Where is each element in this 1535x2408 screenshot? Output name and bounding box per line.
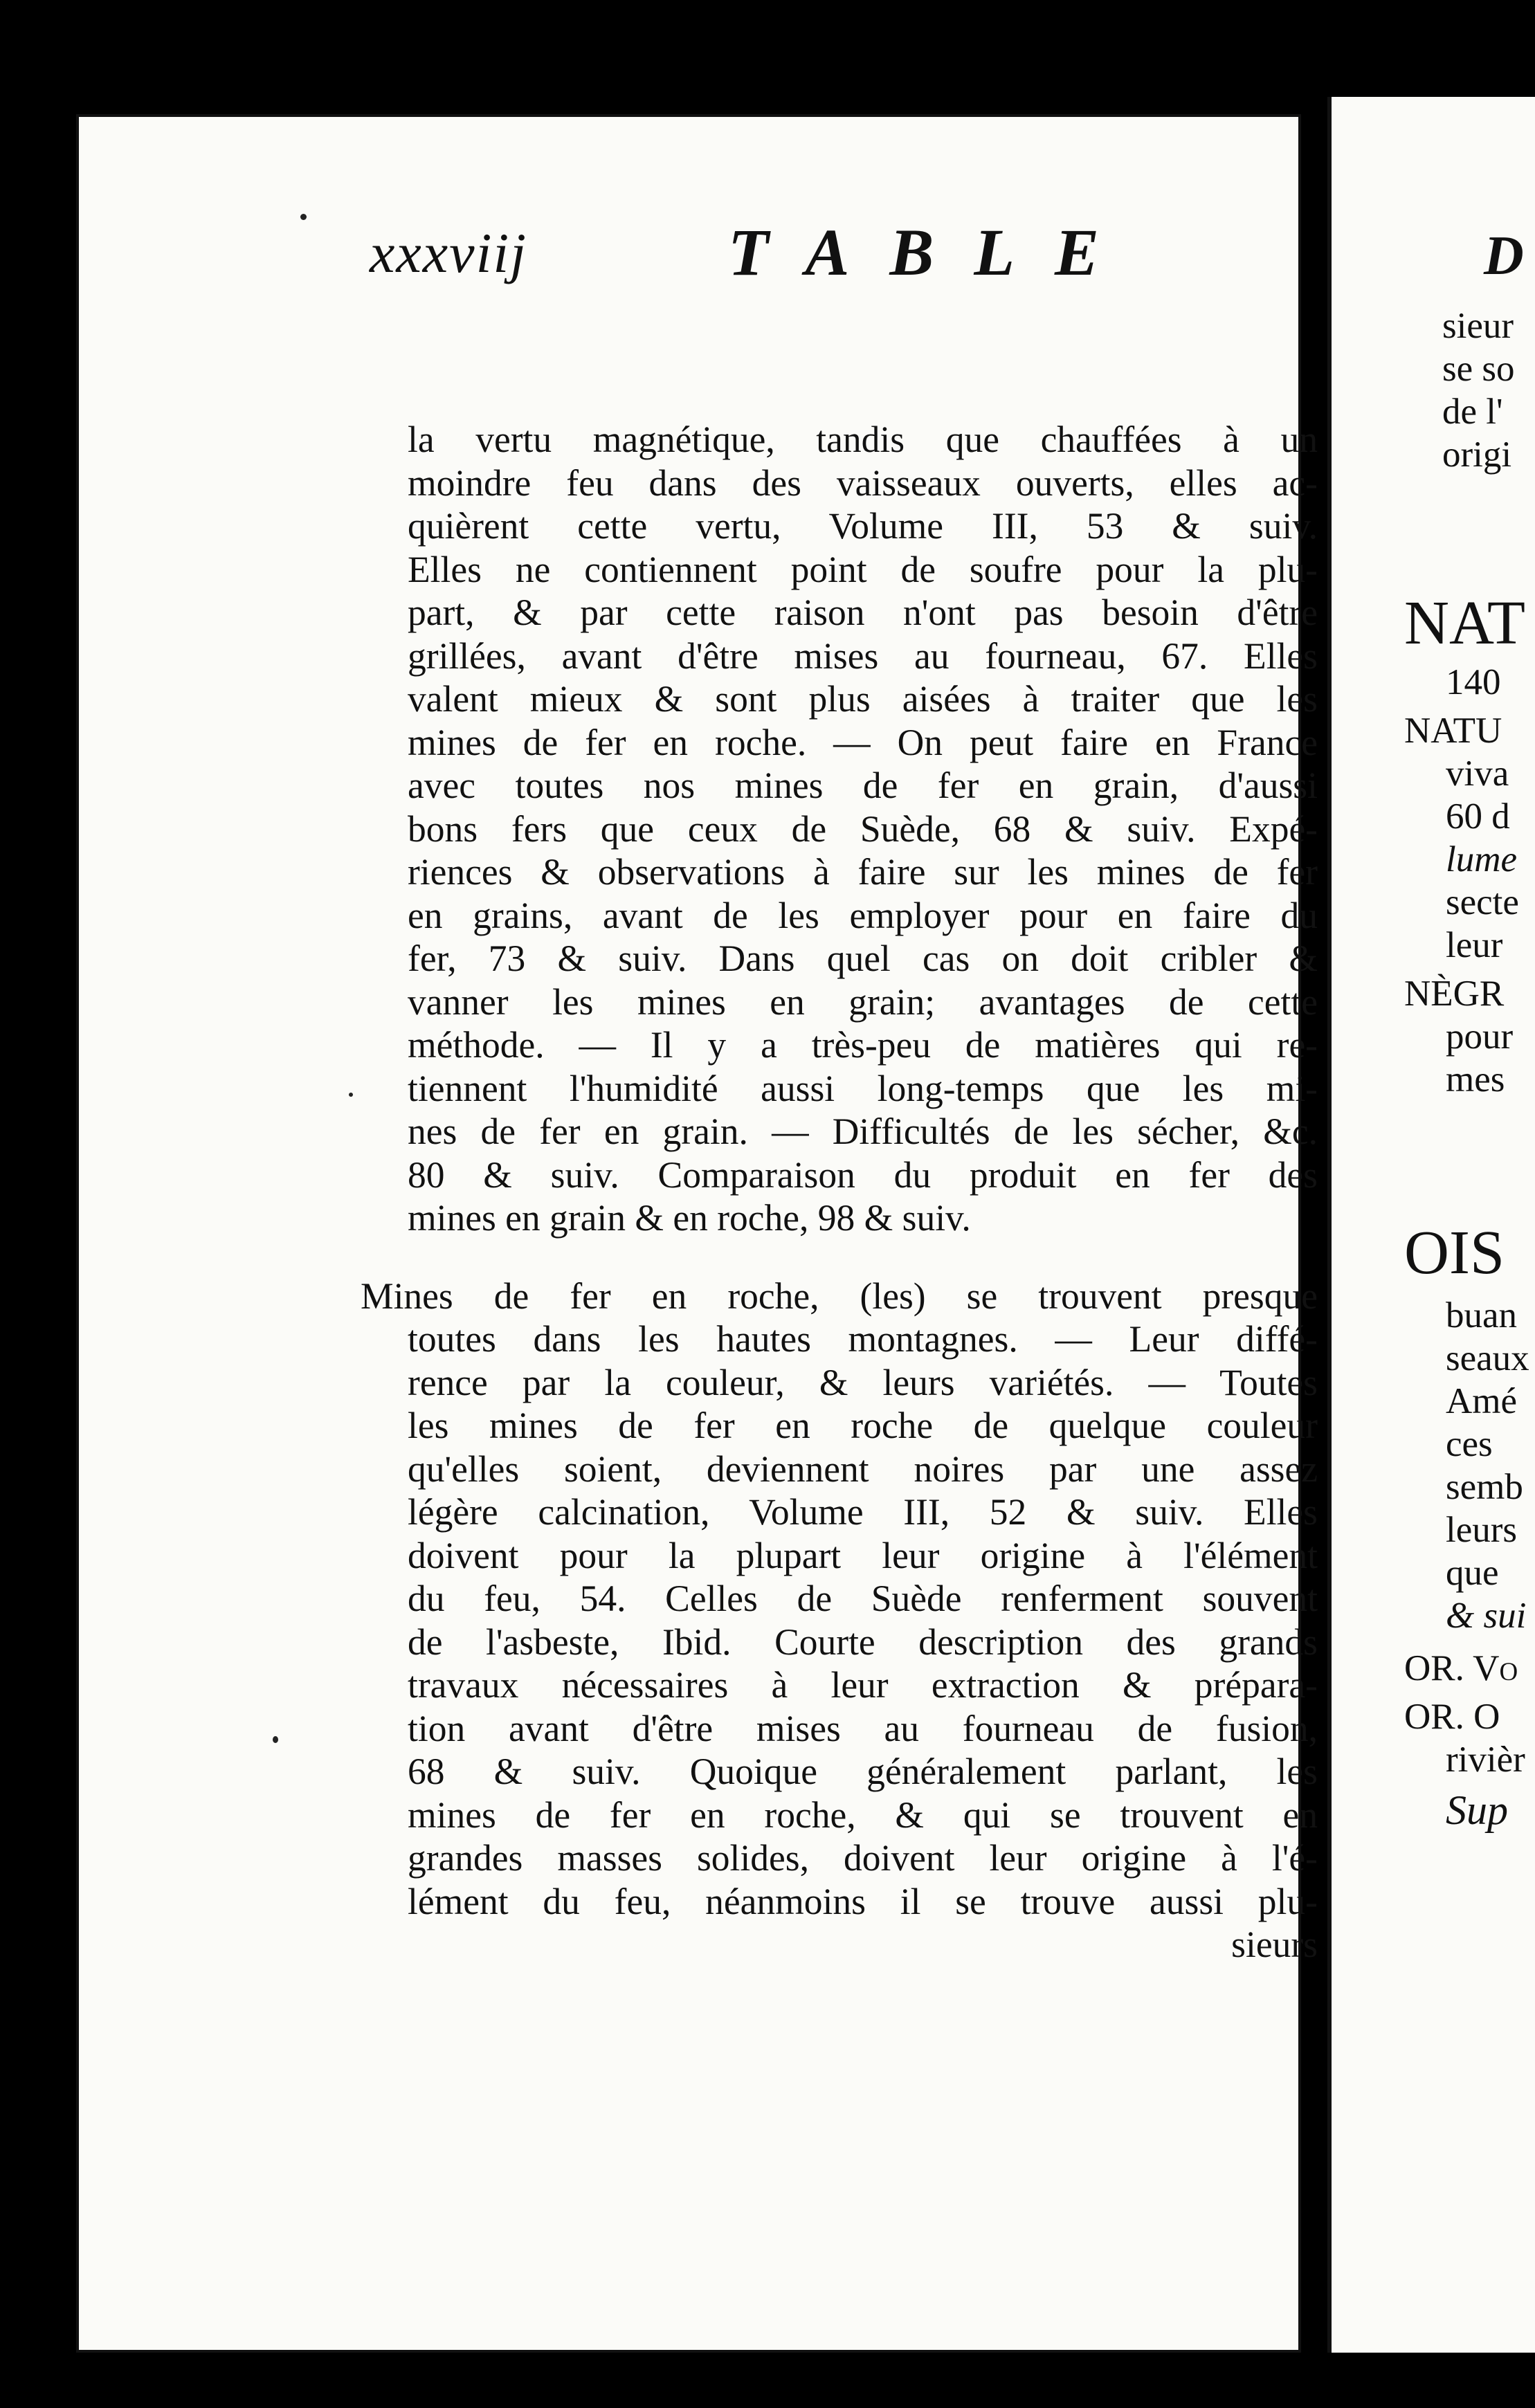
right-page-fragment [1327, 97, 1535, 2353]
text-line: qu'elles soient, deviennent noires par une assez [408, 1448, 1318, 1490]
text-line: grandes masses solides, doivent leur origine à l'é- [408, 1837, 1318, 1879]
text-line: en grains, avant de les employer pour en faire du [408, 894, 1318, 936]
text-line: origi [1442, 435, 1512, 475]
text-line: les mines de fer en roche de quelque couleur [408, 1405, 1318, 1446]
entry-headword: NÈGR [1404, 974, 1505, 1014]
text-line: se so [1442, 349, 1515, 389]
text-line: Elles ne contiennent point de soufre pour la plu- [408, 548, 1318, 590]
text-line: pour [1446, 1016, 1514, 1057]
text-line: que [1446, 1553, 1499, 1593]
text-line: avec toutes nos mines de fer en grain, d'aussi [408, 765, 1318, 806]
text-line: mines de fer en roche, & qui se trouvent en [408, 1794, 1318, 1836]
text-line: rivièr [1446, 1740, 1525, 1780]
text-line: leurs [1446, 1510, 1518, 1550]
text-line: du feu, 54. Celles de Suède renferment souvent [408, 1578, 1318, 1619]
text-line: secte [1446, 882, 1519, 922]
catchword: sieurs [1231, 1924, 1318, 1965]
text-line: semb [1446, 1467, 1523, 1507]
ink-speck [349, 1093, 353, 1097]
text-line: doivent pour la plupart leur origine à l'élément [408, 1534, 1318, 1576]
page-header [370, 215, 1269, 304]
text-line: vanner les mines en grain; avantages de cette [408, 980, 1318, 1023]
text-line: toutes dans les hautes montagnes. — Leur diffé- [408, 1318, 1318, 1360]
entry-headword: OR. O [1404, 1697, 1500, 1737]
text-line: tiennent l'humidité aussi long-temps que les mi- [408, 1067, 1318, 1109]
index-text [361, 418, 1318, 1967]
ink-speck [300, 214, 307, 220]
text-line: seaux [1446, 1338, 1529, 1378]
text-line: fer, 73 & suiv. Dans quel cas on doit cribler & [408, 938, 1318, 979]
text-line: 68 & suiv. Quoique généralement parlant, les [408, 1751, 1318, 1792]
right-running-title: D [1484, 226, 1524, 286]
entry-headword: NATU [1404, 711, 1502, 751]
text-line: mes [1446, 1059, 1505, 1100]
text-line: méthode. — Il y a très-peu de matières qui re- [408, 1024, 1318, 1066]
text-line: travaux nécessaires à leur extraction & prépara- [408, 1664, 1318, 1706]
text-line: nes de fer en grain. — Difficultés de les sécher, &c. [408, 1111, 1318, 1152]
text-line: valent mieux & sont plus aisées à traiter que les [408, 678, 1318, 720]
text-line: part, & par cette raison n'ont pas besoin d'être [408, 592, 1318, 633]
entry-headword: NAT [1404, 589, 1525, 657]
index-entry-mines-en-grain [408, 418, 1318, 1240]
text-line: de l'asbeste, Ibid. Courte description des grands [408, 1621, 1318, 1663]
text-line: mines de fer en roche. — On peut faire en France [408, 721, 1318, 763]
text-line: 80 & suiv. Comparaison du produit en fer des [408, 1153, 1318, 1196]
text-line: buan [1446, 1295, 1518, 1335]
folio-number: xxxviij [370, 221, 527, 284]
text-line: lume [1446, 839, 1518, 879]
text-line: mines en grain & en roche, 98 & suiv. [408, 1197, 971, 1239]
text-line: lément du feu, néanmoins il se trouve aussi plu- [408, 1880, 1318, 1922]
text-line: grillées, avant d'être mises au fourneau, 67. Elles [408, 635, 1318, 677]
text-line: la vertu magnétique, tandis que chauffées à un [408, 419, 1318, 460]
text-line: sieur [1442, 306, 1514, 346]
text-line: moindre feu dans des vaisseaux ouverts, elles ac- [408, 462, 1318, 504]
text-line: Amé [1446, 1381, 1518, 1421]
text-line: riences & observations à faire sur les mines de fer [408, 851, 1318, 893]
entry-headword-line: Mines de fer en roche, (les) se trouvent presque [361, 1275, 1318, 1317]
text-line: 60 d [1446, 796, 1510, 837]
text-line: Sup [1446, 1787, 1508, 1833]
left-page [76, 114, 1318, 2353]
text-line: leur [1446, 925, 1503, 965]
running-title: TABLE [728, 215, 1140, 289]
text-line: viva [1446, 754, 1509, 794]
entry-headword: OR. Vo [1404, 1648, 1518, 1688]
text-line: 140 [1446, 662, 1501, 702]
index-entry-mines-en-roche [361, 1275, 1318, 1967]
text-line: ces [1446, 1424, 1493, 1464]
text-line: tion avant d'être mises au fourneau de fusion, [408, 1707, 1318, 1749]
paragraph-gap [408, 1240, 1318, 1275]
text-line: bons fers que ceux de Suède, 68 & suiv. Expé- [408, 808, 1318, 850]
text-line: rence par la couleur, & leurs variétés. — Toutes [408, 1361, 1318, 1403]
text-line: & sui [1446, 1596, 1527, 1636]
ink-speck [273, 1736, 278, 1743]
text-line: légère calcination, Volume III, 52 & suiv. Elles [408, 1491, 1318, 1533]
text-line: quièrent cette vertu, Volume III, 53 & suiv. [408, 505, 1318, 547]
text-line: de l' [1442, 392, 1503, 432]
entry-headword: OIS [1404, 1219, 1505, 1287]
